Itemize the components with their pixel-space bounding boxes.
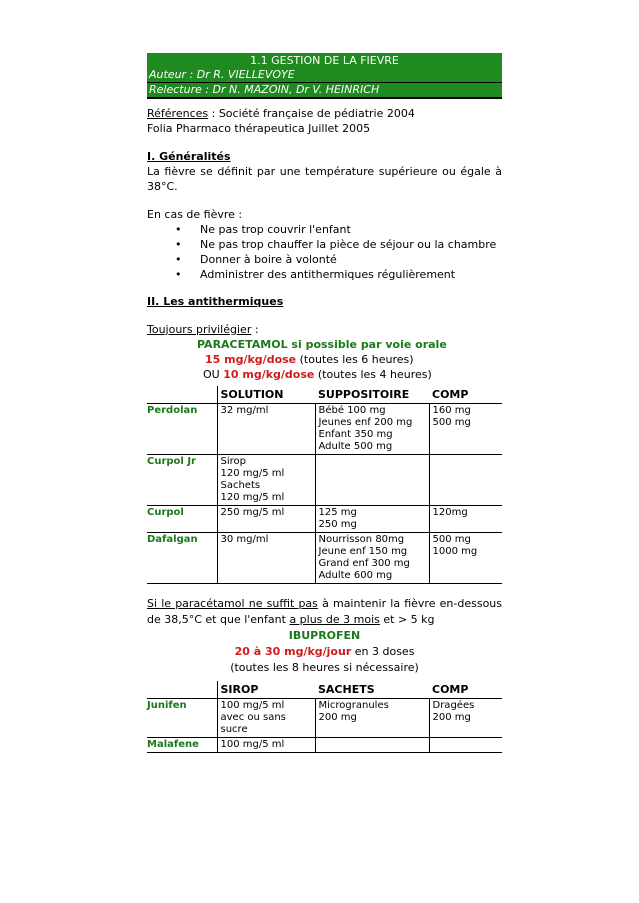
solution-cell-line: 120 mg/5 ml — [220, 468, 285, 479]
tablet-cell — [429, 455, 502, 506]
drug-name-cell — [147, 506, 217, 533]
tablet-cell-line: 160 mg — [432, 405, 471, 416]
list-item — [147, 237, 502, 252]
table-row — [147, 455, 502, 506]
drug-name-cell — [147, 738, 217, 753]
solution-cell — [217, 533, 315, 584]
table-row — [147, 699, 502, 738]
syrup-cell-line: 100 mg/5 ml — [220, 700, 285, 711]
suppository-cell — [315, 533, 429, 584]
syrup-cell — [217, 738, 315, 753]
fever-advice-list — [147, 222, 502, 282]
table-header-cell: SUPPOSITOIRE — [318, 388, 410, 401]
solution-cell-line: Sachets — [220, 480, 261, 491]
dose-2-frequency: (toutes les 4 heures) — [314, 368, 432, 381]
tablet-cell — [429, 533, 502, 584]
suppository-cell-line: Enfant 350 mg — [318, 429, 393, 440]
drug-name-cell — [147, 699, 217, 738]
solution-cell-line: 250 mg/5 ml — [220, 507, 285, 518]
table-row — [147, 404, 502, 455]
bullet-icon: • — [175, 223, 182, 236]
bullet-icon: • — [175, 253, 182, 266]
section-1-heading: I. Généralités — [147, 150, 231, 163]
ibuprofen-intro-age: a plus de 3 mois — [289, 613, 380, 626]
list-item-text: Ne pas trop chauffer la pièce de séjour ou la chambre — [200, 238, 497, 251]
table-header-cell: SACHETS — [318, 683, 375, 696]
drug-name-cell — [147, 404, 217, 455]
tablet-cell — [429, 699, 502, 738]
suppository-cell-line: Grand enf 300 mg — [318, 558, 410, 569]
solution-cell-line: 32 mg/ml — [220, 405, 269, 416]
ibuprofen-intro-condition: Si le paracétamol ne suffit pas — [147, 597, 318, 610]
suppository-cell-line: Bébé 100 mg — [318, 405, 386, 416]
references-line-1 — [147, 106, 502, 121]
drug-name-cell-line: Perdolan — [147, 405, 198, 416]
drug-name-cell — [147, 533, 217, 584]
solution-cell — [217, 455, 315, 506]
suppository-cell-line: 250 mg — [318, 519, 357, 530]
solution-cell-line: Sirop — [220, 456, 246, 467]
sachet-cell-line: 200 mg — [318, 712, 357, 723]
table-row — [147, 506, 502, 533]
header-banner — [147, 53, 502, 99]
syrup-cell-line: avec ou sans — [220, 712, 286, 723]
tablet-cell-line: 1000 mg — [432, 546, 478, 557]
ibuprofen-dose-value: 20 à 30 mg/kg/jour — [234, 645, 352, 658]
paracetamol-dose-1 — [147, 352, 502, 367]
solution-cell-line: 120 mg/5 ml — [220, 492, 285, 503]
table-header-row — [147, 386, 502, 404]
drug-name-cell-line: Malafene — [147, 739, 199, 750]
tablet-cell-line: 500 mg — [432, 534, 471, 545]
drug-name-cell-line: Curpol Jr — [147, 456, 196, 467]
tablet-cell — [429, 404, 502, 455]
table-header-cell: SOLUTION — [217, 386, 315, 404]
drug-name-cell — [147, 455, 217, 506]
review-line: Relecture : Dr N. MAZOIN, Dr V. HEINRICH — [149, 83, 380, 96]
drug-name-cell-line: Junifen — [147, 700, 187, 711]
list-item-text: Donner à boire à volonté — [200, 253, 337, 266]
ibuprofen-dose — [147, 644, 502, 660]
tablet-cell-line: 500 mg — [432, 417, 471, 428]
list-item — [147, 252, 502, 267]
list-item — [147, 267, 502, 282]
syrup-cell-line: 100 mg/5 ml — [220, 739, 285, 750]
tablet-cell — [429, 506, 502, 533]
table-header-cell: SIROP — [217, 681, 315, 699]
paracetamol-table-body — [147, 404, 502, 584]
suppository-cell — [315, 506, 429, 533]
sachet-cell-line: Microgranules — [318, 700, 389, 711]
sachet-cell — [315, 699, 429, 738]
suppository-cell-line: Adulte 600 mg — [318, 570, 393, 581]
ibuprofen-frequency: (toutes les 8 heures si nécessaire) — [230, 661, 419, 674]
fever-intro: En cas de fièvre : — [147, 208, 243, 221]
ibuprofen-dose-count: en 3 doses — [351, 645, 415, 658]
table-row — [147, 738, 502, 753]
suppository-cell — [315, 455, 429, 506]
paracetamol-table — [147, 386, 502, 584]
suppository-cell-line: Nourrisson 80mg — [318, 534, 405, 545]
table-header-cell: COMP — [432, 683, 469, 696]
dose-2-prefix: OU — [203, 368, 224, 381]
solution-cell — [217, 506, 315, 533]
paracetamol-line: PARACETAMOL si possible par voie orale — [197, 338, 447, 351]
tablet-cell-line: 200 mg — [432, 712, 471, 723]
tablet-cell — [429, 738, 502, 753]
table-header-cell: COMP — [432, 388, 469, 401]
list-item-text: Ne pas trop couvrir l'enfant — [200, 223, 351, 236]
suppository-cell-line: Jeune enf 150 mg — [318, 546, 408, 557]
section-2-heading: II. Les antithermiques — [147, 295, 284, 308]
prefer-label: Toujours privilégier — [147, 323, 252, 336]
tablet-cell-line: Dragées — [432, 700, 475, 711]
table-row — [147, 533, 502, 584]
references-text: : Société française de pédiatrie 2004 — [208, 107, 415, 120]
ibuprofen-table-body — [147, 699, 502, 753]
document-title: 1.1 GESTION DE LA FIEVRE — [250, 54, 399, 67]
solution-cell — [217, 404, 315, 455]
bullet-icon: • — [175, 238, 182, 251]
references-line-2: Folia Pharmaco thérapeutica Juillet 2005 — [147, 122, 371, 135]
ibuprofen-intro-text: à maintenir la fièvre en-dessous de 38,5°C et que l'enfant — [147, 597, 503, 626]
drug-name-cell-line: Dafalgan — [147, 534, 198, 545]
paracetamol-dose-2 — [147, 367, 502, 382]
dose-1-frequency: (toutes les 6 heures) — [296, 353, 414, 366]
dose-2-value: 10 mg/kg/dose — [223, 368, 315, 381]
list-item-text: Administrer des antithermiques régulièrement — [200, 268, 456, 281]
table-header-row — [147, 681, 502, 699]
suppository-cell — [315, 404, 429, 455]
syrup-cell-line: sucre — [220, 724, 248, 735]
tablet-cell-line: 120mg — [432, 507, 468, 518]
prefer-colon: : — [251, 323, 259, 336]
suppository-cell-line: 125 mg — [318, 507, 357, 518]
table-header-cell — [147, 386, 217, 404]
ibuprofen-table — [147, 681, 502, 753]
author-line: Auteur : Dr R. VIELLEVOYE — [149, 68, 295, 81]
drug-name-cell-line: Curpol — [147, 507, 184, 518]
table-header-cell — [147, 681, 217, 699]
prefer-line — [147, 322, 502, 337]
section-1-text: La fièvre se définit par une température supérieure ou égale à 38°C. — [147, 165, 502, 193]
dose-1-value: 15 mg/kg/dose — [205, 353, 297, 366]
ibuprofen-intro-weight: et > 5 kg — [379, 613, 435, 626]
document-page — [147, 53, 502, 753]
ibuprofen-intro — [147, 596, 502, 628]
ibuprofen-title: IBUPROFEN — [288, 629, 361, 642]
suppository-cell-line: Jeunes enf 200 mg — [318, 417, 413, 428]
bullet-icon: • — [175, 268, 182, 281]
suppository-cell-line: Adulte 500 mg — [318, 441, 393, 452]
references-label: Références — [147, 107, 209, 120]
solution-cell-line: 30 mg/ml — [220, 534, 269, 545]
syrup-cell — [217, 699, 315, 738]
sachet-cell — [315, 738, 429, 753]
list-item — [147, 222, 502, 237]
